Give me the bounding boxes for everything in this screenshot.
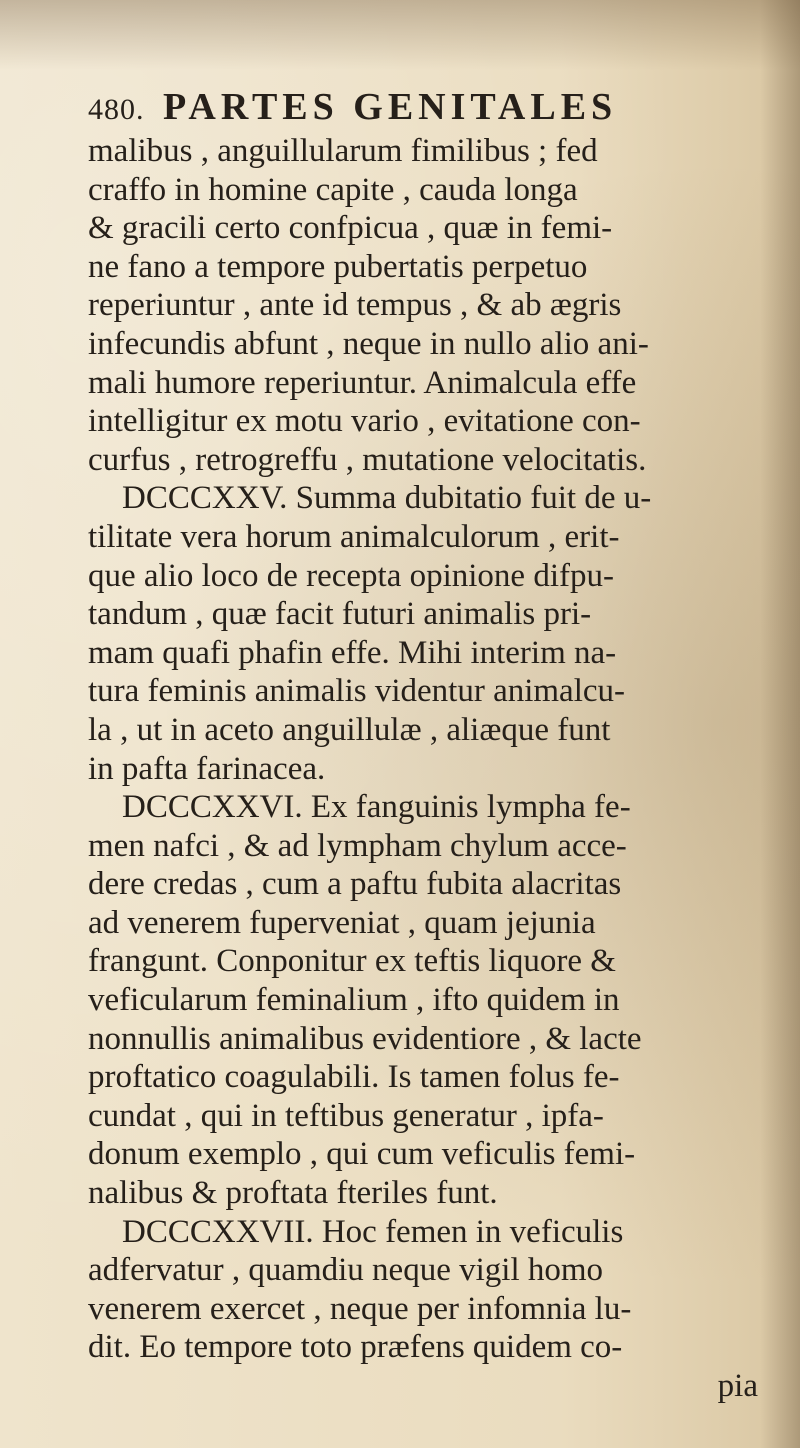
section-heading-line: DCCCXXV. Summa dubitatio fuit de u- (122, 480, 652, 517)
text-line: craffo in homine capite , cauda longa (88, 171, 578, 208)
text-line: in pafta farinacea. (88, 750, 326, 787)
text-line: nonnullis animalibus evidentiore , & lacte (88, 1020, 642, 1057)
text-line: dit. Eo tempore toto præfens quidem co- (88, 1329, 623, 1366)
text-line: reperiuntur , ante id tempus , & ab ægris (88, 287, 622, 324)
text-line: intelligitur ex motu vario , evitatione con- (88, 403, 641, 440)
text-line: frangunt. Conponitur ex teftis liquore & (88, 943, 616, 980)
text-line: adfervatur , quamdiu neque vigil homo (88, 1252, 604, 1289)
text-line: nalibus & proftata fteriles funt. (88, 1175, 498, 1212)
text-line: & gracili certo confpicua , quæ in femi- (88, 210, 613, 247)
text-line: veficularum feminalium , ifto quidem in (88, 982, 620, 1019)
text-line: donum exemplo , qui cum veficulis femi- (88, 1136, 636, 1173)
running-header (88, 82, 788, 132)
page-number: 480. (88, 93, 145, 126)
text-line: mali humore reperiuntur. Animalcula effe (88, 364, 637, 401)
text-line: tura feminis animalis videntur animalcu- (88, 673, 626, 710)
section-heading-line: DCCCXXVI. Ex fanguinis lympha fe- (122, 789, 631, 826)
text-line: proftatico coagulabili. Is tamen folus fe- (88, 1059, 620, 1096)
text-line: tilitate vera horum animalculorum , erit- (88, 518, 620, 555)
running-title: PARTES GENITALES (163, 86, 618, 128)
text-line: infecundis abfunt , neque in nullo alio ani- (88, 325, 649, 362)
text-line: curfus , retrogreffu , mutatione velocitatis. (88, 441, 647, 478)
text-line: ad venerem fuperveniat , quam jejunia (88, 904, 596, 941)
text-line: dere credas , cum a paftu fubita alacritas (88, 866, 622, 903)
text-line: malibus , anguillularum fimilibus ; fed (88, 133, 598, 169)
page-shadow-top (0, 0, 800, 70)
text-line: venerem exercet , neque per infomnia lu- (88, 1290, 632, 1327)
page-text (88, 82, 788, 1406)
text-line: tandum , quæ facit futuri animalis pri- (88, 596, 592, 633)
text-line: la , ut in aceto anguillulæ , aliæque funt (88, 711, 611, 748)
catchword: pia (717, 1368, 758, 1404)
text-line: men nafci , & ad lympham chylum acce- (88, 827, 627, 864)
section-heading-line: DCCCXXVII. Hoc femen in veficulis (122, 1213, 624, 1250)
text-line: cundat , qui in teftibus generatur , ipfa- (88, 1097, 604, 1134)
text-line: que alio loco de recepta opinione difpu- (88, 557, 614, 594)
text-line: ne fano a tempore pubertatis perpetuo (88, 248, 588, 285)
text-line: mam quafi phafin effe. Mihi interim na- (88, 634, 617, 671)
